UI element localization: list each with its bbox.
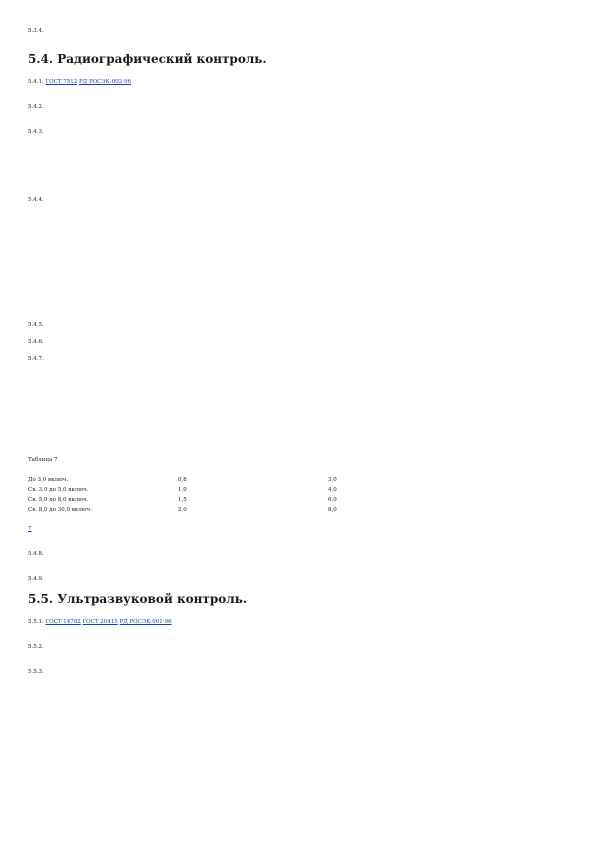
list-item <box>28 372 568 380</box>
table-cell: 6,0 <box>328 497 337 503</box>
paragraph-5-4-3: 5.4.3. <box>28 129 44 135</box>
paragraph-5-4-6: 5.4.6. <box>28 339 44 345</box>
paragraph-5-4-9: 5.4.9. <box>28 576 44 582</box>
paragraph-5-3-4: 5.3.4. <box>28 28 44 34</box>
paragraph-5-4-7: 5.4.7. <box>28 356 44 362</box>
paragraph-5-4-1: 5.4.1. ГОСТ 7512 РД РОСЭК-002-96 <box>28 79 132 85</box>
table-cell: 1,5 <box>178 497 187 503</box>
table-cell: 0,8 <box>178 477 187 483</box>
table-7-note <box>28 525 568 541</box>
list-item <box>28 431 568 447</box>
gost-20415-link[interactable]: ГОСТ 20415 <box>82 619 118 625</box>
table-7 <box>28 473 448 515</box>
table-cell: До 3,0 включ. <box>28 477 69 483</box>
list-item <box>28 145 568 153</box>
paragraph-5-4-4: 5.4.4. <box>28 197 44 203</box>
paragraph-5-5-1: 5.5.1. ГОСТ 14782 ГОСТ 20415 РД РОСЭК-001-96 <box>28 619 172 625</box>
list-item <box>28 406 568 422</box>
paragraph-5-5-3: 5.5.3. <box>28 669 44 675</box>
gost-7512-link[interactable]: ГОСТ 7512 <box>45 79 78 85</box>
table-cell: Св. 8,0 до 30,0 включ. <box>28 507 92 513</box>
paragraph-5-4-8: 5.4.8. <box>28 551 44 557</box>
list-item <box>28 221 568 237</box>
list-item <box>28 162 568 170</box>
section-5-4-heading: 5.4. Радиографический контроль. <box>28 52 267 66</box>
list-item <box>28 246 568 262</box>
list-item <box>28 389 568 397</box>
table-cell: 8,0 <box>328 507 337 513</box>
table-cell: 2,0 <box>178 507 187 513</box>
document-page <box>28 10 568 685</box>
table-row <box>28 485 448 495</box>
table-row <box>28 495 448 505</box>
table-cell: Св. 3,0 до 5,0 включ. <box>28 487 89 493</box>
table-cell: 1,0 <box>178 487 187 493</box>
table-row <box>28 505 448 515</box>
rd-rosek-002-link[interactable]: РД РОСЭК-002-96 <box>79 79 132 85</box>
table-7-link[interactable]: 7 <box>28 526 32 532</box>
rd-rosek-001-link[interactable]: РД РОСЭК-001-96 <box>119 619 172 625</box>
table-cell: 4,0 <box>328 487 337 493</box>
list-item <box>28 179 568 187</box>
paragraph-5-4-5: 5.4.5. <box>28 322 44 328</box>
list-item <box>28 296 568 312</box>
gost-14782-link[interactable]: ГОСТ 14782 <box>45 619 81 625</box>
intro-paragraph <box>28 10 568 18</box>
table-cell: 3,0 <box>328 477 337 483</box>
list-item <box>28 271 568 287</box>
section-5-5-heading: 5.5. Ультразвуковой контроль. <box>28 592 248 606</box>
table-cell: Св. 5,0 до 8,0 включ. <box>28 497 89 503</box>
paragraph-5-4-2: 5.4.2. <box>28 104 44 110</box>
table-row <box>28 475 448 485</box>
paragraph-5-5-2: 5.5.2. <box>28 644 44 650</box>
table-7-caption: Таблица 7 <box>28 457 58 463</box>
